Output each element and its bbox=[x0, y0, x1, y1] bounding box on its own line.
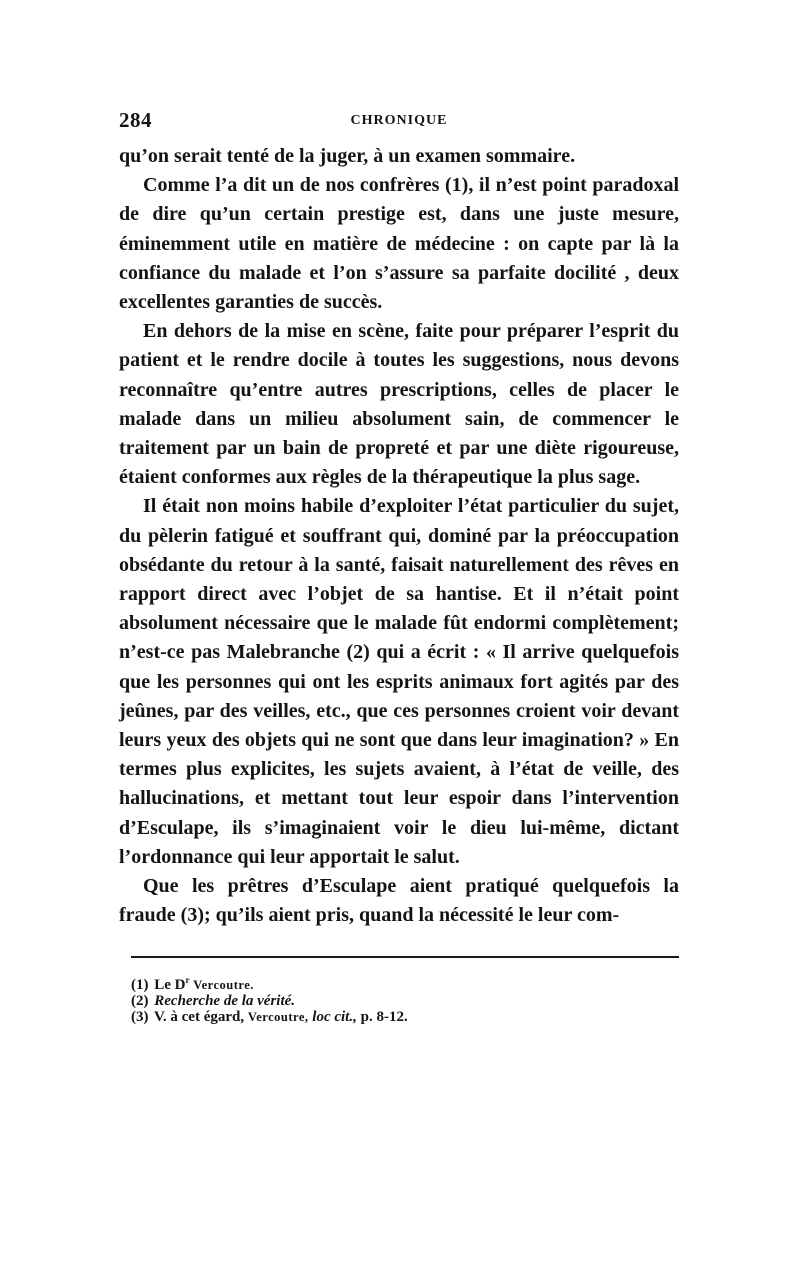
book-page bbox=[119, 108, 679, 1025]
footnote-author: Vercoutre, bbox=[247, 1010, 309, 1025]
footnote-2 bbox=[131, 993, 679, 1009]
footnote-separator bbox=[131, 956, 679, 958]
paragraph: En dehors de la mise en scène, faite pour préparer l’esprit du patient et le rendre docile à toutes les suggestions, nous devons reconnaître qu’entre autres prescriptions, celles de placer le malade dans un milieu absolument sain, de commencer le traitement par un bain de propreté et par une diète rigoureuse, étaient conformes aux règles de la thérapeutique la plus sage. bbox=[119, 320, 679, 489]
footnote-author: Vercoutre. bbox=[193, 978, 254, 993]
footnote-number: (3) bbox=[131, 1009, 149, 1026]
paragraph-continuation: qu’on serait tenté de la juger, à un examen sommaire. bbox=[119, 145, 576, 167]
footnotes bbox=[131, 972, 679, 1025]
footnote-citation: loc cit., bbox=[312, 1009, 357, 1026]
paragraph: Comme l’a dit un de nos confrères (1), il n’est point paradoxal de dire qu’un certain prestige est, dans une juste mesure, éminemment utile en matière de médecine : on capte par là la confiance du malade et l’on s’assure sa parfaite docilité , deux excellentes garanties de succès. bbox=[119, 174, 679, 314]
running-head bbox=[119, 108, 679, 142]
paragraph: Il était non moins habile d’exploiter l’état particulier du sujet, du pèlerin fatigué et souffrant qui, dominé par la préoccupation obsédante du retour à la santé, faisait naturellement des rêves en rapport direct avec l’objet de sa hantise. Et il n’était point absolument nécessaire que le malade fût endormi complètement; n’est-ce pas Malebranche (2) qui a écrit : « Il arrive quelquefois que les personnes qui ont les esprits animaux fort agités par des jeûnes, par des veilles, etc., que ces personnes croient voir devant leurs yeux des objets qui ne sont que dans leur imagination? » En termes plus explicites, les sujets avaient, à l’état de veille, des hallucinations, et mettant tout leur espoir dans l’intervention d’Esculape, ils s’imaginaient voir le dieu lui-même, dictant l’ordonnance qui leur apportait le salut. bbox=[119, 495, 679, 868]
page-number: 284 bbox=[119, 108, 152, 132]
footnote-pages: p. 8-12. bbox=[360, 1009, 408, 1026]
footnote-3 bbox=[131, 1009, 679, 1025]
footnote-1 bbox=[131, 972, 679, 993]
footnote-title: Recherche de la vérité. bbox=[154, 993, 296, 1010]
footnote-text: V. à cet égard, bbox=[153, 1009, 245, 1026]
footnote-superscript: r bbox=[185, 975, 190, 986]
body-text bbox=[119, 142, 679, 930]
footnote-text: Le D bbox=[154, 977, 186, 994]
footnote-number: (2) bbox=[131, 993, 149, 1010]
running-title: CHRONIQUE bbox=[350, 113, 448, 128]
footnote-number: (1) bbox=[131, 977, 149, 994]
paragraph: Que les prêtres d’Esculape aient pratiqué quelquefois la fraude (3); qu’ils aient pris, quand la nécessité le leur com- bbox=[119, 875, 679, 927]
